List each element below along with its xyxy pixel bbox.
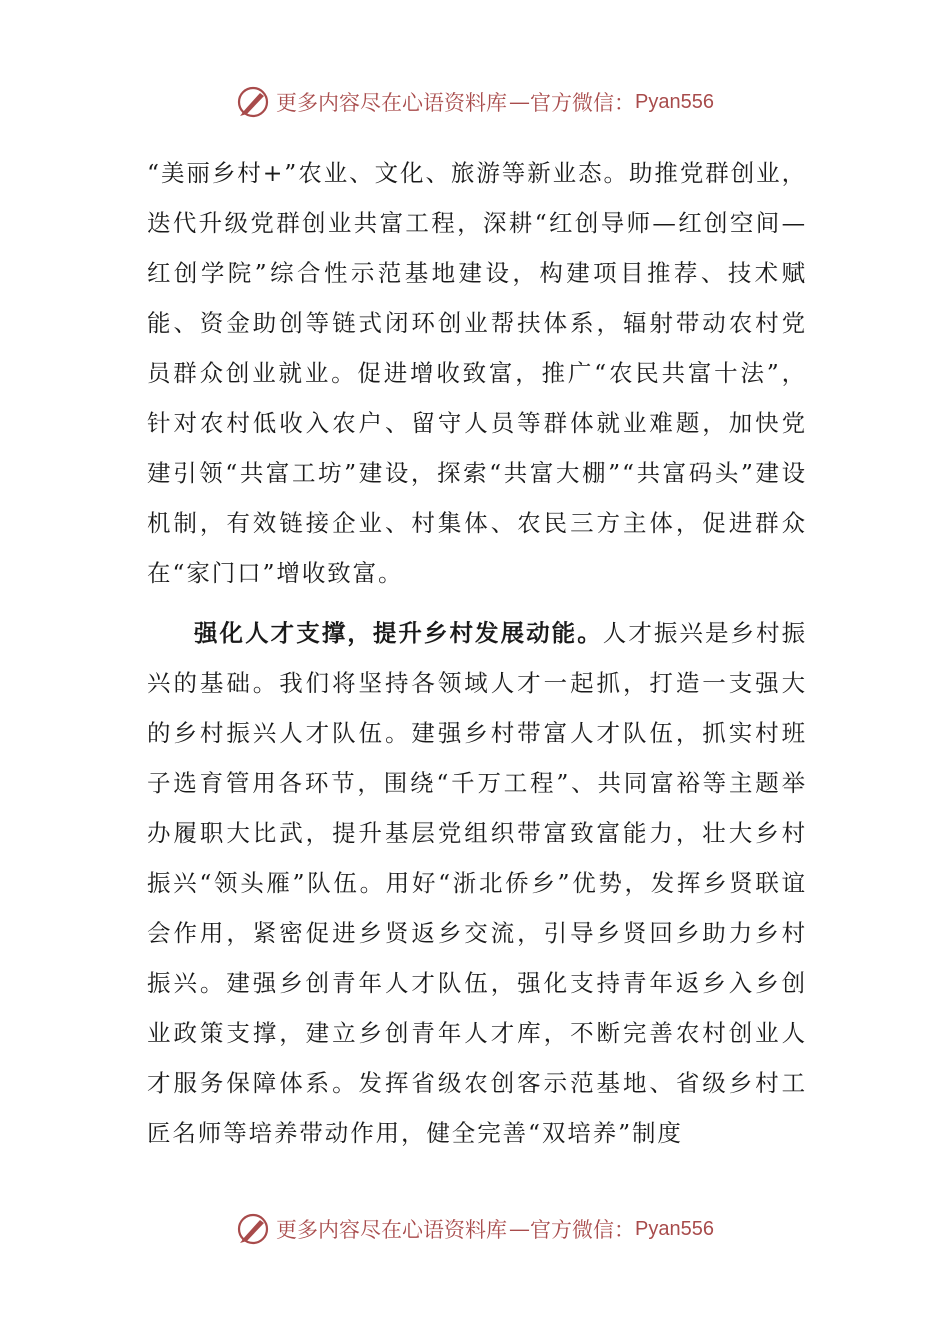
banner-main-text: 更多内容尽在心语资料库 [276, 91, 508, 115]
paragraph-2 [147, 608, 807, 1158]
banner-wechat-label: 官方微信： [530, 91, 636, 115]
banner-separator: — [509, 1217, 529, 1241]
header-banner [0, 82, 950, 122]
banner-separator: — [509, 90, 529, 114]
banner-main-text: 更多内容尽在心语资料库 [276, 1218, 508, 1242]
banner-wechat-id: Pyan556 [635, 1217, 714, 1240]
document-body [147, 148, 807, 1158]
banner-wechat-label: 官方微信： [530, 1218, 636, 1242]
paragraph-2-text: 人才振兴是乡村振兴的基础。我们将坚持各领域人才一起抓，打造一支强大的乡村振兴人才队伍。建强乡村带富人才队伍，抓实村班子选育管用各环节，围绕“千万工程”、共同富裕等主题举办履职大比武，提升基层党组织带富致富能力，壮大乡村振兴“领头雁”队伍。用好“浙北侨乡”优势，发挥乡贤联谊会作用，紧密促进乡贤返乡交流，引导乡贤回乡助力乡村振兴。建强乡创青年人才队伍，强化支持青年返乡入乡创业政策支撑，建立乡创青年人才库，不断完善农村创业人才服务保障体系。发挥省级农创客示范基地、省级乡村工匠名师等培养带动作用，健全完善“双培养”制度 [147, 619, 807, 1147]
banner-wechat-id: Pyan556 [635, 90, 714, 113]
footer-banner [0, 1209, 950, 1249]
pen-logo-icon [236, 1212, 270, 1246]
paragraph-1: “美丽乡村+”农业、文化、旅游等新业态。助推党群创业，迭代升级党群创业共富工程，深耕“红创导师—红创空间—红创学院”综合性示范基地建设，构建项目推荐、技术赋能、资金助创等链式闭环创业帮扶体系，辐射带动农村党员群众创业就业。促进增收致富，推广“农民共富十法”，针对农村低收入农户、留守人员等群体就业难题，加快党建引领“共富工坊”建设，探索“共富大棚”“共富码头”建设机制，有效链接企业、村集体、农民三方主体，促进群众在“家门口”增收致富。 [147, 159, 807, 587]
paragraph-2-heading: 强化人才支撑，提升乡村发展动能。 [194, 619, 603, 647]
pen-logo-icon [236, 85, 270, 119]
